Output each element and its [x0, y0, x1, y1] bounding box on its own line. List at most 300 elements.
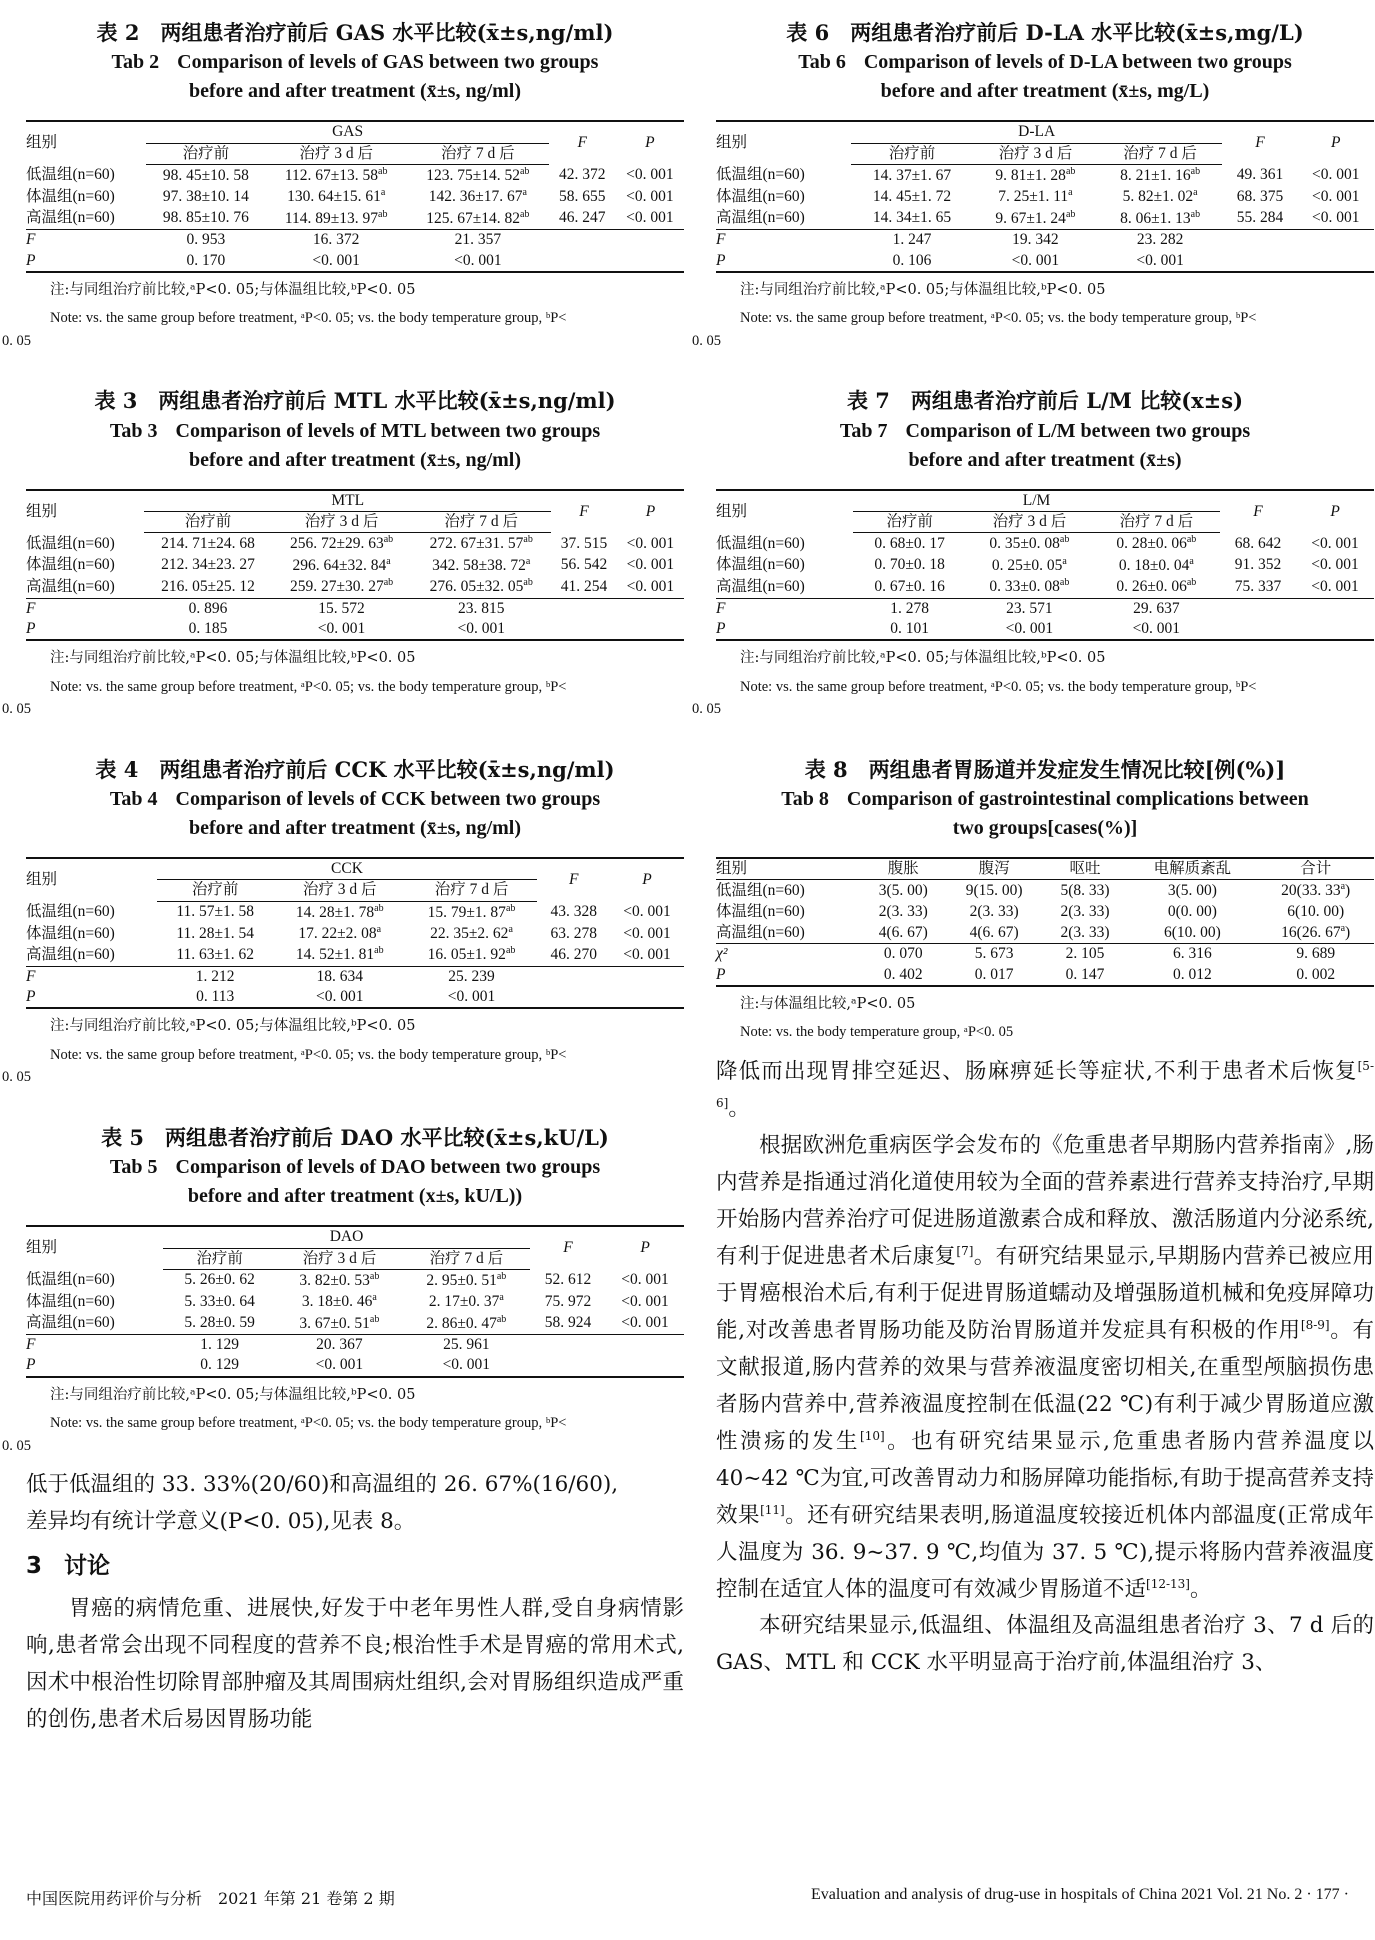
cell-before: 0. 67±0. 16 [853, 576, 966, 598]
col-header-before: 治疗前 [157, 880, 274, 901]
caption-en-line1: Comparison of levels of CCK between two groups [175, 788, 601, 810]
col-header-measure: MTL [144, 490, 551, 512]
table-note-en: Note: vs. the same group before treatment, ᵃP<0. 05; vs. the body temperature group, ᵇP< 0. 05 [692, 678, 1257, 718]
significance-mark: a [1068, 187, 1073, 199]
table-row [26, 901, 684, 923]
stat-7d: <0. 001 [406, 987, 538, 1008]
cell-p: <0. 001 [616, 208, 684, 230]
stat-row [26, 251, 684, 272]
stat-label: F [26, 599, 36, 617]
row-group-label: 高温组(n=60) [716, 208, 851, 230]
stat-row [716, 944, 1374, 965]
stat-3d: <0. 001 [966, 619, 1093, 640]
stat-row [716, 230, 1374, 251]
stat-label: P [26, 251, 146, 272]
table-note-zh: 注:与同组治疗前比较,ᵃP<0. 05;与体温组比较,ᵇP<0. 05 [50, 281, 416, 298]
col-header-3d: 治疗 3 d 后 [966, 512, 1093, 533]
table-row [716, 880, 1374, 902]
table-caption [716, 386, 1374, 474]
data-table [716, 120, 1374, 272]
stat-row [26, 230, 684, 251]
caption-zh: 表 2 两组患者治疗前后 GAS 水平比较(x̄±s,ng/ml) [96, 20, 614, 45]
table-caption: 表 8 两组患者胃肠道并发症发生情况比较[例(%)] Tab 8 Comparison of gastrointestinal complications between two groups[cases(%)] [781, 756, 1309, 839]
cell-before: 98. 45±10. 58 [162, 166, 249, 184]
col-header-f: F [537, 858, 610, 901]
row-group-label: 体温组(n=60) [716, 188, 805, 206]
row-group-label: 高温组(n=60) [26, 208, 146, 230]
col-header-p: P [610, 858, 684, 901]
stat-label: F [716, 231, 726, 249]
right-paragraph-3: 本研究结果显示,低温组、体温组及高温组患者治疗 3、7 d 后的 GAS、MTL 和 CCK 水平明显高于治疗前,体温组治疗 3、 [716, 1613, 1374, 1676]
cell-3d: 114. 89±13. $97^{ab}$ [266, 208, 407, 230]
table-row [26, 208, 684, 230]
table-caption [26, 18, 684, 106]
stat-3d: 19. 342 [1012, 231, 1059, 249]
col-header-7d: 治疗 7 d 后 [411, 512, 551, 533]
cell-p: <0. 001 [1311, 166, 1360, 184]
cell-p: <0. 001 [606, 1313, 684, 1335]
table-note-zh: 注:与体温组比较,ᵃP<0. 05 [740, 996, 916, 1012]
cell-before: 0. 68±0. 17 [874, 534, 945, 552]
caption-en-line1: Comparison of levels of MTL between two groups [175, 419, 601, 442]
table-note-en: Note: vs. the same group before treatment, ᵃP<0. 05; vs. the body temperature group, ᵇP< 0. 05 [2, 1046, 567, 1086]
stat-cell: 0. 002 [1257, 965, 1374, 986]
row-group-label: 体温组(n=60) [26, 924, 115, 942]
table-note-en: Note: vs. the body temperature group, ᵃP<0. 05 [740, 1024, 1014, 1041]
table-cell: 低温组(n=60) [716, 881, 805, 899]
significance-mark: ab [505, 945, 516, 957]
right-body-text [716, 1054, 1374, 1682]
stat-label: P [26, 987, 157, 1008]
cell-f: 68. 375 [1236, 188, 1284, 206]
col-header-f: F [549, 121, 616, 164]
cell-3d: 0. 35±0. $08^{ab}$ [989, 534, 1070, 553]
cell-f: 41. 254 [551, 576, 617, 598]
significance-mark: ab [519, 208, 530, 220]
data-table [26, 857, 684, 1009]
cell-f: 46. 247 [549, 208, 616, 230]
significance-mark: ab [1065, 166, 1076, 177]
col-header-p: P [606, 1226, 684, 1269]
significance-mark: ab [369, 1313, 380, 1325]
table-row [716, 576, 1374, 598]
stat-cell: 2. 105 [1065, 945, 1105, 963]
stat-3d: 15. 572 [318, 599, 365, 617]
table-cell: 9(15. 00) [965, 881, 1023, 899]
caption-en-line2: before and after treatment (x̄±s, ng/ml) [188, 80, 522, 103]
table-cell: 体温组(n=60) [716, 902, 805, 920]
row-group-label: 体温组(n=60) [26, 1292, 115, 1310]
cell-p: <0. 001 [626, 166, 674, 184]
cell-7d: 272. 67±31. $57^{ab}$ [429, 534, 533, 553]
caption-zh: 表 7 两组患者治疗前后 L/M 比较(x±s) [846, 388, 1244, 414]
col-header: 腹胀 [861, 858, 946, 880]
cell-3d: 17. 22±2. 08$^a$ [298, 924, 382, 943]
data-table [26, 120, 684, 272]
stat-7d: <0. 001 [411, 619, 551, 640]
table-cell: 20(33. 33$^a$) [1281, 881, 1351, 900]
col-header-measure: D-LA [851, 121, 1223, 143]
caption-en-number: Tab 7 [839, 419, 888, 442]
significance-mark: ab [374, 945, 384, 957]
cell-3d: 0. 33±0. $08^{ab}$ [966, 576, 1093, 598]
col-header: 组别 [716, 858, 861, 880]
col-header-group: 组别 [716, 490, 853, 533]
stat-before: 1. 129 [200, 1336, 239, 1354]
caption-en [26, 417, 684, 475]
stat-cell: 0. 147 [1043, 965, 1128, 986]
table-note-zh: 注:与同组治疗前比较,ᵃP<0. 05;与体温组比较,ᵇP<0. 05 [740, 281, 1106, 298]
caption-zh: 表 6 两组患者治疗前后 D-LA 水平比较(x̄±s,mg/L) [786, 20, 1304, 45]
significance-mark: ab [369, 1270, 380, 1282]
cell-3d: 9. 67±1. $24^{ab}$ [973, 208, 1098, 230]
stat-cell: 0. 017 [946, 965, 1043, 986]
caption-en [26, 1153, 684, 1211]
col-header-3d: 治疗 3 d 后 [266, 143, 407, 164]
stat-row [26, 619, 684, 640]
row-group-label: 高温组(n=60) [26, 944, 157, 966]
significance-mark: ab [1065, 208, 1076, 220]
table-note-zh: 注:与同组治疗前比较,ᵃP<0. 05;与体温组比较,ᵇP<0. 05 [50, 1018, 416, 1035]
stat-3d: <0. 001 [973, 251, 1098, 272]
cell-before: 11. 63±1. 62 [157, 944, 274, 966]
stat-7d: 25. 961 [443, 1336, 490, 1354]
significance-mark: ab [1190, 208, 1201, 220]
row-group-label: 低温组(n=60) [26, 534, 115, 552]
row-group-label: 低温组(n=60) [26, 1271, 115, 1289]
table-note-zh: 注:与同组治疗前比较,ᵃP<0. 05;与体温组比较,ᵇP<0. 05 [50, 650, 416, 667]
cell-7d: 15. 79±1. $87^{ab}$ [427, 902, 516, 921]
cell-7d: 2. 95±0. $51^{ab}$ [426, 1270, 507, 1289]
row-group-label: 高温组(n=60) [26, 1313, 163, 1335]
cell-7d: 0. 28±0. $06^{ab}$ [1116, 534, 1197, 553]
col-header-group: 组别 [26, 490, 144, 533]
cell-p: <0. 001 [1311, 188, 1360, 206]
cell-7d: 123. 75±14. $52^{ab}$ [426, 166, 530, 185]
significance-mark: a [1193, 187, 1198, 199]
stat-7d: <0. 001 [403, 1355, 530, 1376]
stat-7d: <0. 001 [1093, 619, 1220, 640]
caption-en-number: Tab 4 [109, 788, 158, 810]
caption-en-line2: before and after treatment (x̄±s, mg/L) [880, 80, 1210, 103]
cell-7d: 2. 17±0. 37$^a$ [428, 1292, 504, 1311]
significance-mark: a [380, 187, 386, 199]
cell-f: 42. 372 [559, 166, 606, 184]
table-row [26, 1269, 684, 1291]
caption-en [26, 48, 684, 106]
cell-f: 49. 361 [1236, 166, 1284, 184]
col-header: 呕吐 [1043, 858, 1128, 880]
significance-mark: ab [523, 577, 533, 589]
table-2 [2, 18, 684, 352]
stat-7d: <0. 001 [407, 251, 549, 272]
stat-cell: 6. 316 [1173, 945, 1212, 963]
significance-mark: a [1340, 881, 1346, 893]
col-header-group: 组别 [26, 1226, 163, 1269]
table-row [26, 533, 684, 555]
data-table [26, 489, 684, 641]
cell-3d: 14. 28±1. $78^{ab}$ [295, 902, 384, 921]
caption-en [716, 417, 1374, 475]
table-note-zh: 注:与同组治疗前比较,ᵃP<0. 05;与体温组比较,ᵇP<0. 05 [50, 1386, 416, 1403]
cell-before: 97. 38±10. 14 [162, 188, 249, 206]
cell-7d: 276. 05±32. $05^{ab}$ [411, 576, 551, 598]
stat-before: 0. 185 [144, 619, 271, 640]
col-header: 电解质紊乱 [1127, 858, 1257, 880]
cell-7d: 22. 35±2. 62$^a$ [430, 924, 513, 943]
cell-3d: 3. 18±0. 46$^a$ [301, 1292, 377, 1311]
caption-zh: 表 3 两组患者治疗前后 MTL 水平比较(x̄±s,ng/ml) [94, 388, 616, 414]
table-row [26, 186, 684, 207]
col-header-f: F [1220, 490, 1296, 533]
cell-3d: 130. 64±15. 61$^a$ [287, 187, 386, 206]
table-row [716, 208, 1374, 230]
table-3 [2, 386, 684, 720]
table-caption [26, 755, 684, 843]
table-cell: 0(0. 00) [1167, 902, 1217, 920]
cell-p: <0. 001 [1296, 576, 1374, 598]
stat-label: P [716, 251, 851, 272]
significance-mark: ab [378, 208, 388, 220]
table-4 [2, 755, 684, 1089]
stat-3d: <0. 001 [266, 251, 407, 272]
col-header-f: F [530, 1226, 606, 1269]
cell-f: 55. 284 [1222, 208, 1297, 230]
col-header-3d: 治疗 3 d 后 [276, 1248, 403, 1269]
complications-table [716, 857, 1374, 987]
cell-before: 14. 34±1. 65 [851, 208, 973, 230]
col-header-7d: 治疗 7 d 后 [403, 1248, 530, 1269]
row-group-label: 低温组(n=60) [716, 534, 805, 552]
significance-mark: ab [505, 902, 516, 914]
cell-f: 58. 924 [530, 1313, 606, 1335]
cell-p: <0. 001 [617, 576, 684, 598]
cell-f: 37. 515 [560, 534, 608, 552]
significance-mark: ab [374, 902, 384, 914]
col-header-measure: DAO [163, 1226, 529, 1248]
cell-before: 98. 85±10. 76 [146, 208, 265, 230]
cell-3d: 296. 64±32. 84$^a$ [292, 555, 391, 574]
cell-before: 216. 05±25. 12 [144, 576, 271, 598]
cell-f: 43. 328 [550, 902, 597, 920]
col-header-group: 组别 [716, 121, 851, 164]
right-paragraph-1: 降低而出现胃排空延迟、肠麻痹延长等症状,不利于患者术后恢复[5-6]。 [716, 1058, 1374, 1121]
significance-mark: a [508, 924, 513, 935]
cell-f: 63. 278 [550, 924, 597, 942]
col-header-measure: CCK [157, 858, 538, 880]
col-header-measure: L/M [853, 490, 1219, 512]
table-cell: 2(3. 33) [1060, 902, 1110, 920]
stat-3d: <0. 001 [272, 619, 412, 640]
cell-before: 212. 34±23. 27 [161, 556, 255, 574]
cell-p: <0. 001 [626, 556, 675, 574]
stat-before: 0. 953 [186, 231, 226, 249]
table-note-zh: 注:与同组治疗前比较,ᵃP<0. 05;与体温组比较,ᵇP<0. 05 [740, 650, 1106, 667]
table-caption [26, 386, 684, 474]
cell-p: <0. 001 [623, 924, 671, 942]
stat-7d: 23. 815 [457, 599, 505, 617]
table-cell: 6(10. 00) [1287, 902, 1345, 920]
cell-p: <0. 001 [626, 534, 675, 552]
col-header-measure: GAS [146, 121, 549, 143]
caption-zh: 表 4 两组患者治疗前后 CCK 水平比较(x̄±s,ng/ml) [95, 756, 615, 782]
cell-before: 14. 37±1. 67 [872, 166, 952, 184]
caption-en-line2: before and after treatment (x̄±s, ng/ml) [188, 817, 522, 839]
stat-7d: 23. 282 [1136, 231, 1184, 249]
cell-3d: 259. 27±30. $27^{ab}$ [272, 576, 412, 598]
col-header-before: 治疗前 [163, 1248, 276, 1269]
caption-en [26, 785, 684, 843]
significance-mark: a [499, 1292, 504, 1304]
cell-f: 75. 972 [544, 1292, 592, 1310]
row-group-label: 低温组(n=60) [26, 902, 115, 920]
stat-row [26, 987, 684, 1008]
caption-en [716, 48, 1374, 106]
caption-en-line1: Comparison of levels of DAO between two groups [175, 1156, 601, 1179]
table-note-en: Note: vs. the same group before treatment, ᵃP<0. 05; vs. the body temperature group, ᵇP< 0. 05 [692, 310, 1257, 349]
col-header-p: P [617, 490, 684, 533]
table-note-en: Note: vs. the same group before treatment, ᵃP<0. 05; vs. the body temperature group, ᵇP< 0. 05 [2, 310, 567, 349]
significance-mark: ab [383, 534, 394, 546]
left-column [2, 18, 684, 1738]
cell-7d: 2. 86±0. $47^{ab}$ [403, 1313, 530, 1335]
stat-label: P [26, 619, 144, 640]
cell-7d: 125. 67±14. $82^{ab}$ [407, 208, 549, 230]
significance-mark: a [372, 1292, 377, 1304]
stat-row [26, 1355, 684, 1376]
table-cell: 2(3. 33) [878, 902, 928, 920]
cell-f: 75. 337 [1220, 576, 1296, 598]
caption-en-line2: before and after treatment (x̄±s, ng/ml) [188, 448, 522, 471]
table-row [716, 922, 1374, 944]
cell-f: 56. 542 [560, 556, 608, 574]
col-header-before: 治疗前 [851, 143, 973, 164]
cell-p: <0. 001 [626, 188, 674, 206]
stat-row [26, 1335, 684, 1356]
significance-mark: ab [378, 166, 388, 177]
significance-mark: a [386, 555, 391, 567]
cell-7d: 342. 58±38. 72$^a$ [432, 555, 531, 574]
cell-f: 68. 642 [1234, 534, 1282, 552]
row-group-label: 体温组(n=60) [26, 188, 115, 206]
col-header-p: P [616, 121, 684, 164]
col-header: 合计 [1257, 858, 1374, 880]
stat-cell: P [716, 965, 861, 986]
table-row [716, 165, 1374, 187]
significance-mark: a [1062, 555, 1067, 567]
table-row [26, 576, 684, 598]
table-cell: 4(6. 67) [946, 922, 1043, 944]
table-row [716, 902, 1374, 922]
cell-before: 5. 33±0. 64 [184, 1292, 255, 1310]
col-header-group: 组别 [26, 858, 157, 901]
table-row [26, 555, 684, 576]
caption-en-line1: Comparison of L/M between two groups [905, 419, 1251, 442]
stat-label: F [716, 599, 726, 617]
stat-before: 0. 113 [157, 987, 274, 1008]
significance-mark: a [522, 187, 527, 199]
col-header-p: P [1296, 490, 1374, 533]
stat-3d: 20. 367 [316, 1336, 363, 1354]
right-paragraph-2: 根据欧洲危重病医学会发布的《危重患者早期肠内营养指南》,肠内营养是指通过消化道使用较为全面的营养素进行营养支持治疗,早期开始肠内营养治疗可促进肠道激素合成和释放、激活肠道内分泌系统,有利于促进患者术后康复[7]。有研究结果显示,早期肠内营养已被应用于胃癌根治术后,有利于促进胃肠道蠕动及增强肠道机械和免疫屏障功能,对改善患者胃肠功能及防治胃肠道并发症具有积极的作用[8-9]。有文献报道,肠内营养的效果与营养液温度密切相关,在重型颅脑损伤患者肠内营养中,营养液温度控制在低温(22 ℃)有利于减少胃肠道应激性溃疡的发生[10]。也有研究结果显示,危重患者肠内营养温度以 40~42 ℃为宜,可改善胃动力和肠屏障功能指标,有助于提高营养支持效果[11]。还有研究结果表明,肠道温度较接近机体内部温度(正常成年人温度为 36. 9~37. 9 ℃,均值为 37. 5 ℃),提示将肠内营养液温度控制在适宜人体的温度可有效减少胃肠道不适[12-13]。 [716, 1132, 1374, 1602]
table-cell: 4(6. 67) [861, 922, 946, 944]
significance-mark: ab [496, 1270, 507, 1282]
cell-7d: 0. 26±0. $06^{ab}$ [1093, 576, 1220, 598]
stat-before: 0. 129 [163, 1355, 276, 1376]
significance-mark: ab [496, 1313, 507, 1325]
table-row [26, 944, 684, 966]
col-header-p: P [1297, 121, 1374, 164]
cell-p: <0. 001 [621, 1271, 669, 1289]
stat-3d: <0. 001 [276, 1355, 403, 1376]
cell-3d: 14. 52±1. $81^{ab}$ [274, 944, 406, 966]
table-row [26, 1313, 684, 1335]
row-group-label: 体温组(n=60) [26, 556, 115, 574]
table-note-en: Note: vs. the same group before treatment, ᵃP<0. 05; vs. the body temperature group, ᵇP< 0. 05 [2, 678, 567, 718]
data-table [26, 1225, 684, 1377]
caption-zh: 表 5 两组患者治疗前后 DAO 水平比较(x̄±s,kU/L) [101, 1124, 609, 1150]
cell-3d: 3. 82±0. $53^{ab}$ [299, 1270, 380, 1289]
cell-before: 11. 57±1. 58 [176, 903, 255, 921]
table-cell: 6(10. 00) [1127, 922, 1257, 944]
table-caption [26, 1123, 684, 1211]
left-paragraph-2: 胃癌的病情危重、进展快,好发于中老年男性人群,受自身病情影响,患者常会出现不同程度的营养不良;根治性手术是胃癌的常用术式,因术中根治性切除胃部肿瘤及其周围病灶组织,会对胃肠组织造成严重的创伤,患者术后易因胃肠功能 [26, 1595, 684, 1732]
cell-3d: 3. 67±0. $51^{ab}$ [276, 1313, 403, 1335]
cell-7d: 8. 21±1. $16^{ab}$ [1120, 166, 1201, 185]
col-header-7d: 治疗 7 d 后 [1093, 512, 1220, 533]
col-header-7d: 治疗 7 d 后 [407, 143, 549, 164]
table-8 [716, 755, 1374, 1044]
row-group-label: 体温组(n=60) [716, 556, 805, 574]
caption-en-line2: before and after treatment (x̄±s) [908, 448, 1182, 471]
cell-7d: 16. 05±1. $92^{ab}$ [406, 944, 538, 966]
cell-before: 214. 71±24. 68 [161, 534, 255, 552]
col-header-f: F [1222, 121, 1297, 164]
cell-3d: 112. 67±13. $58^{ab}$ [284, 166, 388, 185]
cell-f: 52. 612 [544, 1271, 592, 1289]
stat-label: F [26, 231, 36, 249]
significance-mark: a [1189, 555, 1194, 567]
page-footer [26, 1886, 1349, 1909]
stat-before: 1. 278 [890, 599, 929, 617]
stat-3d: 16. 372 [312, 231, 360, 249]
cell-3d: 7. 25±1. 11$^a$ [998, 187, 1073, 206]
table-cell: 2(3. 33) [1043, 922, 1128, 944]
stat-label: F [26, 967, 36, 985]
cell-before: 14. 45±1. 72 [872, 188, 952, 206]
col-header-7d: 治疗 7 d 后 [406, 880, 538, 901]
stat-row [716, 965, 1374, 986]
col-header-f: F [551, 490, 617, 533]
col-header: 腹泻 [946, 858, 1043, 880]
caption-en-line2: before and after treatment (x±s, kU/L)) [187, 1185, 523, 1208]
col-header-7d: 治疗 7 d 后 [1098, 143, 1223, 164]
significance-mark: a [525, 555, 531, 567]
cell-7d: 5. 82±1. 02$^a$ [1122, 187, 1198, 206]
stat-7d: 25. 239 [448, 967, 495, 985]
cell-3d: 256. 72±29. $63^{ab}$ [289, 534, 394, 553]
cell-before: 5. 28±0. 59 [163, 1313, 276, 1335]
row-group-label: 高温组(n=60) [716, 576, 853, 598]
table-note-en: Note: vs. the same group before treatment, ᵃP<0. 05; vs. the body temperature group, ᵇP< 0. 05 [2, 1415, 567, 1454]
stat-row [26, 966, 684, 987]
cell-p: <0. 001 [610, 944, 684, 966]
table-5 [2, 1123, 684, 1457]
cell-p: <0. 001 [1311, 556, 1359, 574]
data-table [716, 489, 1374, 641]
col-header-before: 治疗前 [144, 512, 271, 533]
table-6 [692, 18, 1374, 352]
